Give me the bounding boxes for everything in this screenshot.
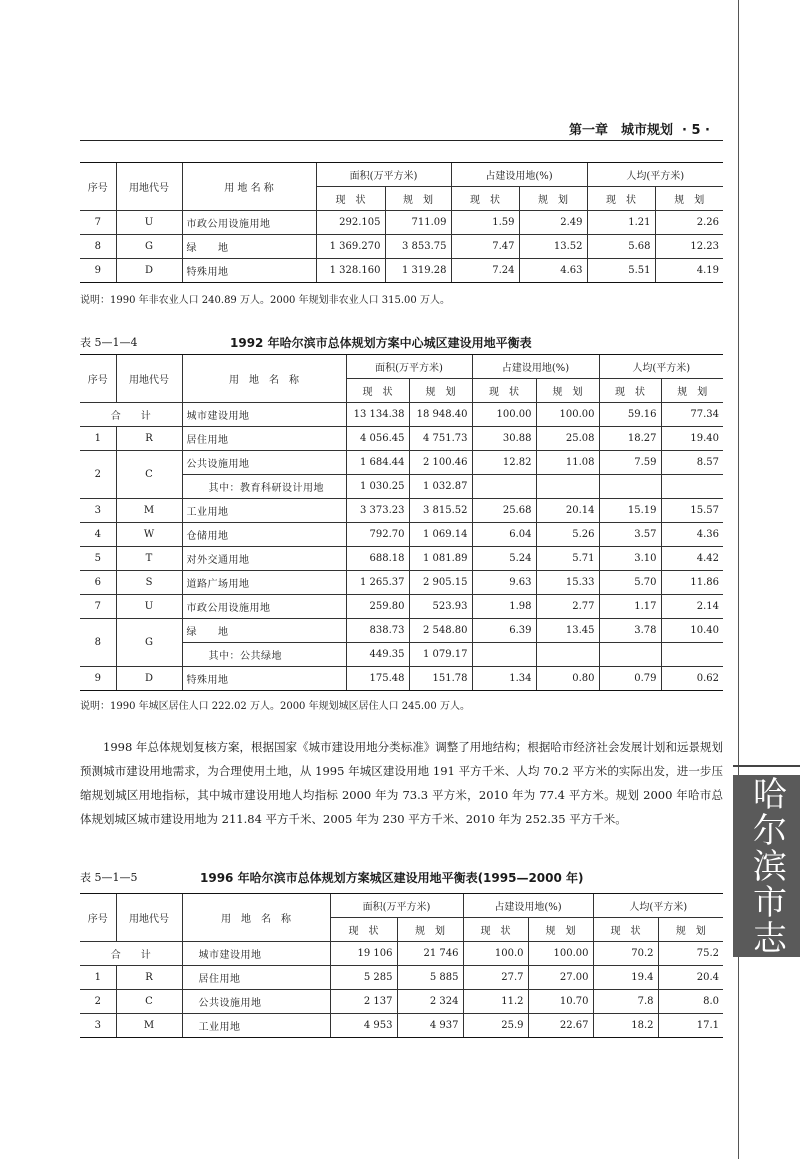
area-current: 1 265.37 (346, 571, 409, 595)
row-no: 9 (80, 259, 116, 283)
area-current: 292.105 (316, 211, 385, 235)
percap-plan: 2.26 (655, 211, 723, 235)
header-percap: 人均(平方米) (587, 163, 723, 187)
pct-plan: 100.00 (528, 942, 593, 966)
empty-cell (599, 643, 661, 667)
area-plan: 523.93 (409, 595, 472, 619)
pct-current: 27.7 (463, 966, 528, 990)
pct-current: 1.59 (451, 211, 519, 235)
pct-plan: 20.14 (536, 499, 599, 523)
pct-plan: 100.00 (536, 403, 599, 427)
table-row (80, 966, 723, 990)
pct-plan: 2.49 (519, 211, 587, 235)
header-code: 用地代号 (116, 894, 182, 942)
header-rule (80, 140, 723, 141)
header-area: 面积(万平方米) (346, 355, 472, 379)
row-name: 绿 地 (182, 235, 316, 259)
header-plan: 规 划 (536, 379, 599, 403)
percap-plan: 4.36 (661, 523, 723, 547)
area-plan: 711.09 (385, 211, 451, 235)
area-current: 688.18 (346, 547, 409, 571)
row-code: M (116, 1014, 182, 1038)
pct-plan: 13.45 (536, 619, 599, 643)
row-code: D (116, 667, 182, 691)
table-row (80, 1014, 723, 1038)
area-current: 449.35 (346, 643, 409, 667)
row-no: 7 (80, 211, 116, 235)
pct-current: 1.98 (472, 595, 536, 619)
pct-plan: 22.67 (528, 1014, 593, 1038)
row-name: 工业用地 (182, 499, 346, 523)
row-code: S (116, 571, 182, 595)
percap-current: 0.79 (599, 667, 661, 691)
area-current: 175.48 (346, 667, 409, 691)
percap-plan: 20.4 (658, 966, 723, 990)
area-current: 2 137 (330, 990, 397, 1014)
row-code: C (116, 451, 182, 499)
area-plan: 2 100.46 (409, 451, 472, 475)
table-row (80, 259, 723, 283)
header-current: 现 状 (599, 379, 661, 403)
area-plan: 4 751.73 (409, 427, 472, 451)
subrow-name: 其中：公共绿地 (182, 643, 346, 667)
table-caption (80, 334, 723, 350)
subrow-name: 其中：教育科研设计用地 (182, 475, 346, 499)
row-no: 2 (80, 990, 116, 1014)
row-code: U (116, 211, 182, 235)
area-plan: 1 319.28 (385, 259, 451, 283)
row-code: T (116, 547, 182, 571)
area-plan: 1 079.17 (409, 643, 472, 667)
empty-cell (661, 475, 723, 499)
header-plan: 规 划 (528, 918, 593, 942)
row-no: 8 (80, 619, 116, 667)
percap-plan: 75.2 (658, 942, 723, 966)
percap-plan: 2.14 (661, 595, 723, 619)
percap-plan: 15.57 (661, 499, 723, 523)
row-code: C (116, 990, 182, 1014)
row-no: 6 (80, 571, 116, 595)
percap-plan: 17.1 (658, 1014, 723, 1038)
area-plan: 21 746 (397, 942, 463, 966)
table-row (80, 427, 723, 451)
area-plan: 5 885 (397, 966, 463, 990)
pct-plan: 27.00 (528, 966, 593, 990)
table-number: 表 5—1—5 (80, 871, 138, 884)
empty-cell (472, 643, 536, 667)
header-percap: 人均(平方米) (599, 355, 723, 379)
header-no: 序号 (80, 163, 116, 211)
pct-plan: 5.26 (536, 523, 599, 547)
percap-current: 1.17 (599, 595, 661, 619)
percap-current: 18.2 (593, 1014, 658, 1038)
table-row (80, 667, 723, 691)
table-caption (80, 869, 723, 885)
total-label: 合 计 (80, 403, 182, 427)
row-no: 5 (80, 547, 116, 571)
header-percap: 人均(平方米) (593, 894, 723, 918)
area-plan: 4 937 (397, 1014, 463, 1038)
table-number: 表 5—1—4 (80, 336, 138, 349)
header-pct: 占建设用地(%) (463, 894, 593, 918)
percap-plan: 0.62 (661, 667, 723, 691)
side-thumb-tab: 哈尔滨市志 (733, 775, 800, 957)
running-header (569, 119, 710, 138)
table-row (80, 619, 723, 643)
pct-current: 100.0 (463, 942, 528, 966)
percap-current: 70.2 (593, 942, 658, 966)
pct-current: 7.24 (451, 259, 519, 283)
row-code: M (116, 499, 182, 523)
row-code: R (116, 427, 182, 451)
percap-current: 19.4 (593, 966, 658, 990)
percap-plan: 19.40 (661, 427, 723, 451)
header-area: 面积(万平方米) (330, 894, 463, 918)
empty-cell (661, 643, 723, 667)
land-balance-table-1996 (80, 893, 723, 1038)
empty-cell (536, 643, 599, 667)
area-current: 19 106 (330, 942, 397, 966)
percap-plan: 8.57 (661, 451, 723, 475)
pct-current: 12.82 (472, 451, 536, 475)
pct-current: 9.63 (472, 571, 536, 595)
row-no: 1 (80, 966, 116, 990)
area-current: 5 285 (330, 966, 397, 990)
row-name: 工业用地 (182, 1014, 330, 1038)
header-current: 现 状 (463, 918, 528, 942)
row-no: 2 (80, 451, 116, 499)
area-current: 13 134.38 (346, 403, 409, 427)
area-plan: 151.78 (409, 667, 472, 691)
area-plan: 18 948.40 (409, 403, 472, 427)
percap-current: 15.19 (599, 499, 661, 523)
area-current: 259.80 (346, 595, 409, 619)
row-no: 8 (80, 235, 116, 259)
table-row (80, 990, 723, 1014)
percap-current: 5.68 (587, 235, 655, 259)
row-no: 4 (80, 523, 116, 547)
header-plan: 规 划 (519, 187, 587, 211)
area-current: 1 369.270 (316, 235, 385, 259)
percap-current: 18.27 (599, 427, 661, 451)
row-code: W (116, 523, 182, 547)
table-row (80, 499, 723, 523)
row-code: G (116, 619, 182, 667)
row-code: U (116, 595, 182, 619)
pct-current: 11.2 (463, 990, 528, 1014)
percap-current: 59.16 (599, 403, 661, 427)
row-name: 特殊用地 (182, 259, 316, 283)
area-current: 1 030.25 (346, 475, 409, 499)
pct-current: 7.47 (451, 235, 519, 259)
row-name: 市政公用设施用地 (182, 595, 346, 619)
table-row-total (80, 403, 723, 427)
area-plan: 3 853.75 (385, 235, 451, 259)
area-plan: 1 081.89 (409, 547, 472, 571)
chapter-title: 第一章 城市规划 (568, 123, 673, 138)
row-name: 道路广场用地 (182, 571, 346, 595)
header-plan: 规 划 (397, 918, 463, 942)
row-no: 3 (80, 1014, 116, 1038)
row-no: 3 (80, 499, 116, 523)
table-row (80, 451, 723, 475)
table-row (80, 595, 723, 619)
row-no: 9 (80, 667, 116, 691)
row-name: 居住用地 (182, 966, 330, 990)
header-current: 现 状 (587, 187, 655, 211)
row-name: 市政公用设施用地 (182, 211, 316, 235)
pct-plan: 4.63 (519, 259, 587, 283)
pct-current: 6.04 (472, 523, 536, 547)
table-title: 1992 年哈尔滨市总体规划方案中心城区建设用地平衡表 (230, 336, 532, 350)
percap-plan: 4.19 (655, 259, 723, 283)
empty-cell (599, 475, 661, 499)
header-current: 现 状 (472, 379, 536, 403)
header-plan: 规 划 (661, 379, 723, 403)
area-plan: 1 069.14 (409, 523, 472, 547)
area-current: 4 953 (330, 1014, 397, 1038)
pct-current: 5.24 (472, 547, 536, 571)
pct-plan: 15.33 (536, 571, 599, 595)
row-name: 公共设施用地 (182, 451, 346, 475)
area-current: 1 684.44 (346, 451, 409, 475)
percap-current: 3.78 (599, 619, 661, 643)
header-current: 现 状 (451, 187, 519, 211)
pct-plan: 13.52 (519, 235, 587, 259)
pct-plan: 10.70 (528, 990, 593, 1014)
table-row (80, 211, 723, 235)
row-code: D (116, 259, 182, 283)
percap-current: 3.57 (599, 523, 661, 547)
header-code: 用地代号 (116, 355, 182, 403)
pct-plan: 25.08 (536, 427, 599, 451)
percap-plan: 77.34 (661, 403, 723, 427)
pct-current: 25.68 (472, 499, 536, 523)
table-note: 说明：1990 年城区居住人口 222.02 万人。2000 年规划城区居住人口 245.00 万人。 (80, 701, 470, 712)
thumb-tab-rule (733, 765, 800, 767)
table-row-total (80, 942, 723, 966)
percap-current: 5.51 (587, 259, 655, 283)
area-current: 838.73 (346, 619, 409, 643)
body-paragraph: 1998 年总体规划复核方案，根据国家《城市建设用地分类标准》调整了用地结构；根据哈市经济社会发展计划和远景规划预测城市建设用地需求，为合理使用土地，从 1995 年城区建设用地 191 平方千米、人均 70.2 平方米的实际出发，进一步压缩规划城区用地指标，其中城市建设用地人均指标 2000 年为 73.3 平方米，2010 年为 77.4 平方米。规划 2000 年哈市总体规划城区城市建设用地为 211.84 平方千米、2005 年为 230 平方千米、2010 年为 252.35 平方千米。 (80, 740, 723, 826)
area-current: 792.70 (346, 523, 409, 547)
percap-current: 5.70 (599, 571, 661, 595)
row-name: 公共设施用地 (182, 990, 330, 1014)
pct-current: 6.39 (472, 619, 536, 643)
area-plan: 1 032.87 (409, 475, 472, 499)
area-current: 1 328.160 (316, 259, 385, 283)
margin-rule (738, 0, 739, 1159)
pct-current: 30.88 (472, 427, 536, 451)
pct-current: 25.9 (463, 1014, 528, 1038)
pct-plan: 2.77 (536, 595, 599, 619)
header-name: 用 地 名 称 (182, 894, 330, 942)
area-plan: 2 324 (397, 990, 463, 1014)
table-note: 说明：1990 年非农业人口 240.89 万人。2000 年规划非农业人口 315.00 万人。 (80, 295, 450, 306)
row-name: 城市建设用地 (182, 942, 330, 966)
header-plan: 规 划 (385, 187, 451, 211)
header-no: 序号 (80, 894, 116, 942)
percap-plan: 4.42 (661, 547, 723, 571)
header-pct: 占建设用地(%) (451, 163, 587, 187)
row-name: 特殊用地 (182, 667, 346, 691)
row-name: 居住用地 (182, 427, 346, 451)
header-area: 面积(万平方米) (316, 163, 451, 187)
header-plan: 规 划 (409, 379, 472, 403)
percap-plan: 10.40 (661, 619, 723, 643)
percap-plan: 8.0 (658, 990, 723, 1014)
row-name: 仓储用地 (182, 523, 346, 547)
row-name: 城市建设用地 (182, 403, 346, 427)
header-pct: 占建设用地(%) (472, 355, 599, 379)
empty-cell (472, 475, 536, 499)
table-row (80, 235, 723, 259)
header-name: 用 地 名 称 (182, 163, 316, 211)
table-row (80, 547, 723, 571)
header-current: 现 状 (330, 918, 397, 942)
header-plan: 规 划 (658, 918, 723, 942)
pct-current: 100.00 (472, 403, 536, 427)
percap-current: 7.59 (599, 451, 661, 475)
empty-cell (536, 475, 599, 499)
area-plan: 2 548.80 (409, 619, 472, 643)
header-no: 序号 (80, 355, 116, 403)
pct-plan: 11.08 (536, 451, 599, 475)
land-balance-table-1992 (80, 354, 723, 691)
percap-current: 1.21 (587, 211, 655, 235)
header-current: 现 状 (316, 187, 385, 211)
area-plan: 2 905.15 (409, 571, 472, 595)
table-row (80, 523, 723, 547)
percap-plan: 12.23 (655, 235, 723, 259)
table-title: 1996 年哈尔滨市总体规划方案城区建设用地平衡表(1995—2000 年) (200, 871, 584, 885)
header-plan: 规 划 (655, 187, 723, 211)
table-row (80, 571, 723, 595)
row-name: 对外交通用地 (182, 547, 346, 571)
header-current: 现 状 (346, 379, 409, 403)
percap-current: 3.10 (599, 547, 661, 571)
area-current: 4 056.45 (346, 427, 409, 451)
land-balance-table-continued (80, 162, 723, 283)
total-label: 合 计 (80, 942, 182, 966)
area-current: 3 373.23 (346, 499, 409, 523)
header-name: 用 地 名 称 (182, 355, 346, 403)
pct-plan: 5.71 (536, 547, 599, 571)
row-code: R (116, 966, 182, 990)
pct-plan: 0.80 (536, 667, 599, 691)
row-no: 7 (80, 595, 116, 619)
area-plan: 3 815.52 (409, 499, 472, 523)
row-name: 绿 地 (182, 619, 346, 643)
row-code: G (116, 235, 182, 259)
percap-current: 7.8 (593, 990, 658, 1014)
pct-current: 1.34 (472, 667, 536, 691)
row-no: 1 (80, 427, 116, 451)
page-number: · 5 · (682, 123, 710, 138)
percap-plan: 11.86 (661, 571, 723, 595)
header-current: 现 状 (593, 918, 658, 942)
header-code: 用地代号 (116, 163, 182, 211)
